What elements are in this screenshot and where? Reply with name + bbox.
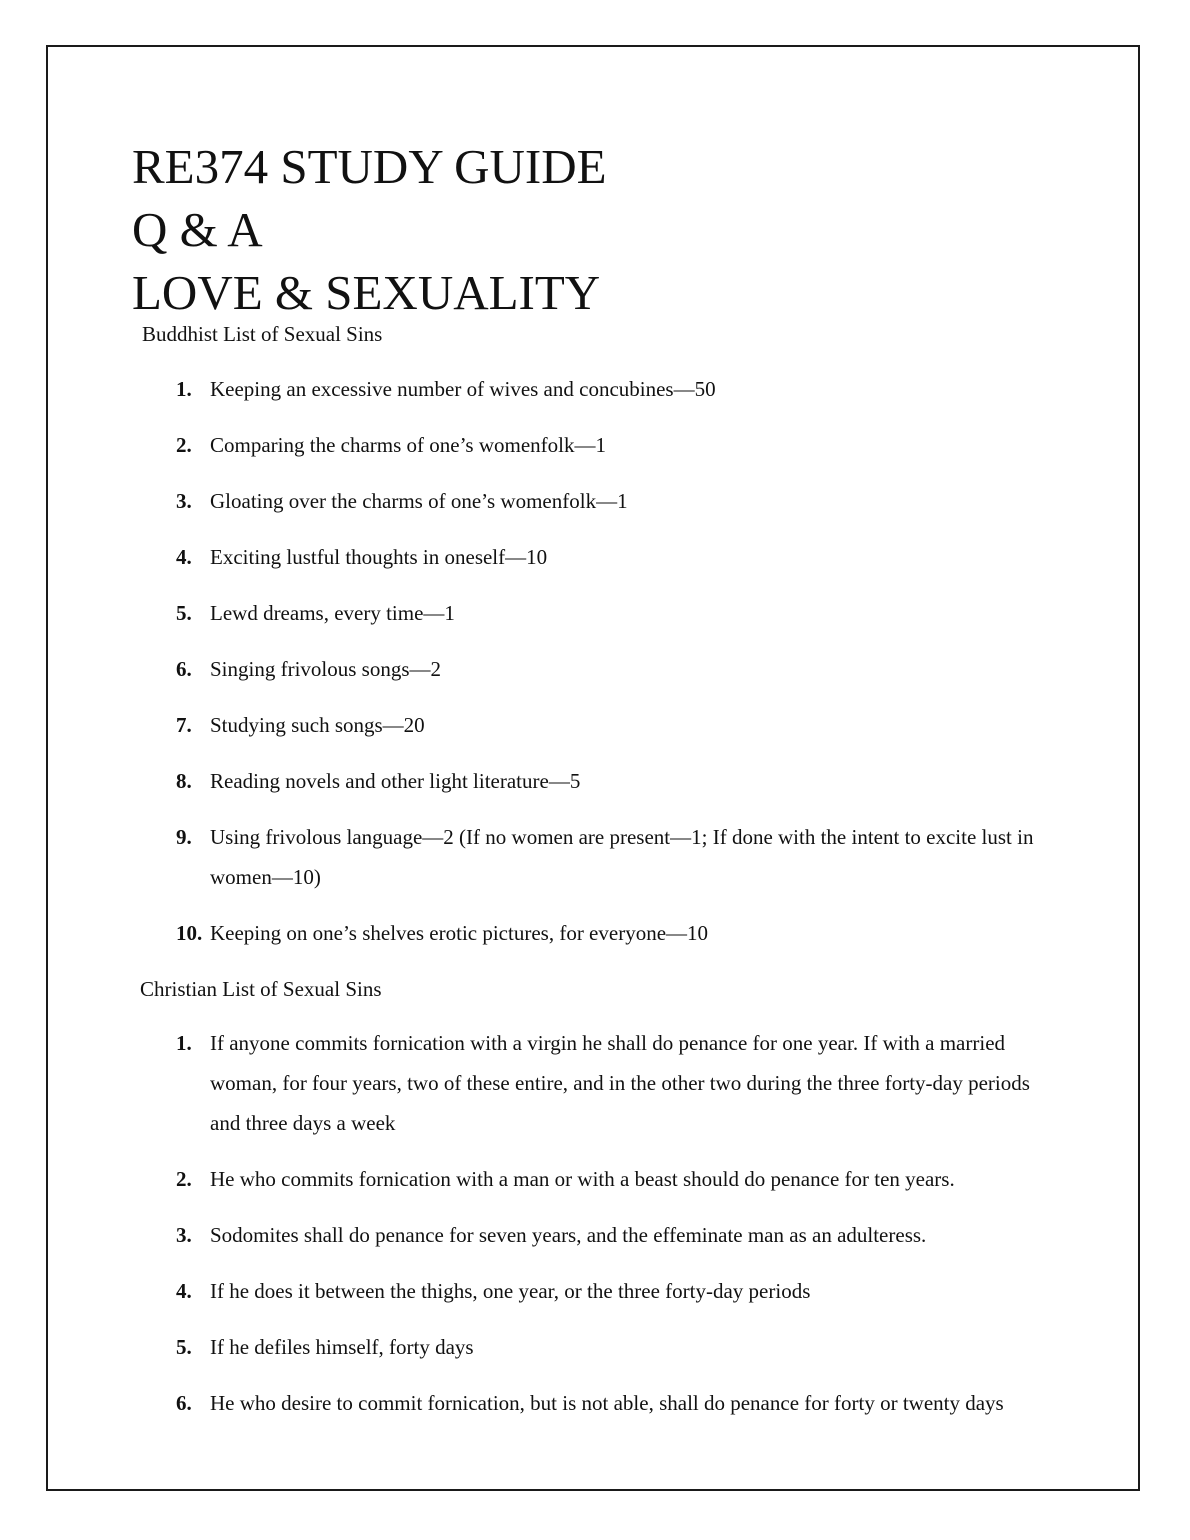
list-item — [176, 1271, 1056, 1311]
item-text: Studying such songs—20 — [210, 713, 425, 737]
item-number: 2. — [176, 433, 192, 457]
list-item — [176, 913, 1056, 953]
item-number: 3. — [176, 1223, 192, 1247]
item-text: Keeping on one’s shelves erotic pictures, for everyone—10 — [210, 921, 709, 945]
list-item — [176, 817, 1056, 897]
item-number: 4. — [176, 545, 192, 569]
buddhist-heading: Buddhist List of Sexual Sins — [142, 322, 383, 346]
item-number: 6. — [176, 657, 192, 681]
buddhist-list — [176, 369, 1056, 953]
item-number: 4. — [176, 1279, 192, 1303]
item-number: 7. — [176, 713, 192, 737]
list-item — [176, 537, 1056, 577]
list-item — [176, 761, 1056, 801]
document-title — [132, 135, 607, 324]
item-number: 8. — [176, 769, 192, 793]
list-item — [176, 649, 1056, 689]
list-item — [176, 593, 1056, 633]
item-text: If he defiles himself, forty days — [210, 1335, 474, 1359]
item-text: Singing frivolous songs—2 — [210, 657, 442, 681]
item-number: 3. — [176, 489, 192, 513]
item-text: If anyone commits fornication with a virgin he shall do penance for one year. If with a married woman, for four years, two of these entire, and in the other two during the three forty-day periods and three days a week — [210, 1031, 1030, 1135]
title-line-qa: Q & A — [132, 202, 263, 257]
item-text: Comparing the charms of one’s womenfolk—1 — [210, 433, 607, 457]
item-number: 9. — [176, 825, 192, 849]
item-text: Reading novels and other light literature—5 — [210, 769, 581, 793]
item-text: Lewd dreams, every time—1 — [210, 601, 455, 625]
item-text: Gloating over the charms of one’s womenfolk—1 — [210, 489, 628, 513]
item-number: 10. — [176, 921, 203, 945]
list-item — [176, 1023, 1056, 1143]
title-line-topic: LOVE & SEXUALITY — [132, 265, 601, 320]
document-page — [46, 45, 1140, 1491]
list-item — [176, 369, 1056, 409]
item-number: 1. — [176, 1031, 192, 1055]
list-item — [176, 1159, 1056, 1199]
list-item — [176, 481, 1056, 521]
list-item — [176, 425, 1056, 465]
item-text: Keeping an excessive number of wives and concubines—50 — [210, 377, 716, 401]
item-number: 2. — [176, 1167, 192, 1191]
item-number: 5. — [176, 1335, 192, 1359]
item-text: Sodomites shall do penance for seven years, and the effeminate man as an adulteress. — [210, 1223, 927, 1247]
christian-heading: Christian List of Sexual Sins — [140, 977, 382, 1001]
item-number: 5. — [176, 601, 192, 625]
item-text: He who commits fornication with a man or with a beast should do penance for ten years. — [210, 1167, 955, 1191]
item-text: Exciting lustful thoughts in oneself—10 — [210, 545, 548, 569]
title-line-course: RE374 STUDY GUIDE — [132, 139, 607, 194]
list-item — [176, 705, 1056, 745]
list-item — [176, 1383, 1056, 1423]
item-number: 1. — [176, 377, 192, 401]
list-item — [176, 1327, 1056, 1367]
item-text: If he does it between the thighs, one year, or the three forty-day periods — [210, 1279, 811, 1303]
list-item — [176, 1215, 1056, 1255]
christian-list — [176, 1023, 1056, 1423]
item-text: Using frivolous language—2 (If no women are present—1; If done with the intent to excite lust in women—10) — [210, 825, 1034, 889]
item-number: 6. — [176, 1391, 192, 1415]
item-text: He who desire to commit fornication, but is not able, shall do penance for forty or twenty days — [210, 1391, 1004, 1415]
